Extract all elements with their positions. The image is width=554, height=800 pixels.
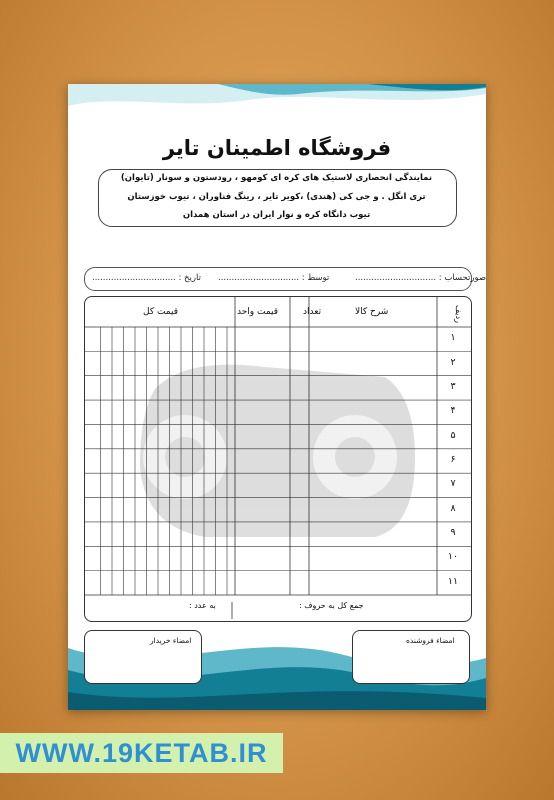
row-number: ۲ (450, 356, 456, 368)
description-line-2: تری انگل . و جی کی (هندی) ،کویر تایر ، رینگ فناوران ، تیوب خوزستان (127, 192, 426, 202)
description-line-1: نمایندگی انحصاری لاستیک های کره ای کومهو ، رودستون و سونار (تایوان) (120, 173, 433, 183)
seller-signature-label: امضاء فروشنده (406, 636, 455, 645)
items-table (84, 296, 472, 622)
table-grid (85, 297, 471, 621)
row-number: ۱۱ (447, 575, 459, 587)
row-number: ۳ (450, 380, 456, 392)
row-number: ۱۰ (447, 551, 459, 563)
sum-in-digits[interactable]: به عدد : (189, 601, 216, 610)
site-watermark (0, 733, 283, 773)
header-unit-price: قیمت واحد (237, 307, 279, 317)
by-field[interactable]: توسط : .............................. (218, 273, 330, 283)
account-field[interactable]: صورتحساب : .............................. (355, 273, 486, 283)
row-number: ۶ (450, 454, 456, 465)
row-number: ۹ (450, 527, 456, 539)
date-field[interactable]: تاریخ : ............................... (92, 273, 201, 283)
row-number: ۷ (450, 478, 456, 490)
row-number: ۴ (450, 405, 456, 417)
watermark-suffix: .IR (229, 737, 268, 768)
watermark-name: 19KETAB (101, 737, 230, 768)
row-number: ۸ (450, 502, 456, 514)
invoice-paper (68, 84, 486, 710)
watermark-prefix: WWW. (15, 737, 102, 768)
shop-title: فروشگاه اطمینان تایر (162, 136, 392, 160)
header-row-number: ردیف (454, 305, 463, 323)
buyer-signature-label: امضاء خریدار (150, 636, 192, 645)
row-number: ۱ (450, 332, 456, 344)
header-total: قیمت کل (143, 307, 179, 317)
row-number: ۵ (450, 429, 456, 441)
sum-in-words[interactable]: جمع کل به حروف : (299, 601, 364, 610)
header-quantity: تعداد (303, 307, 322, 317)
header-description: شرح کالا (355, 307, 389, 317)
description-line-3: تیوب دانگاه کره و نوار ایران در استان همدان (182, 210, 371, 220)
